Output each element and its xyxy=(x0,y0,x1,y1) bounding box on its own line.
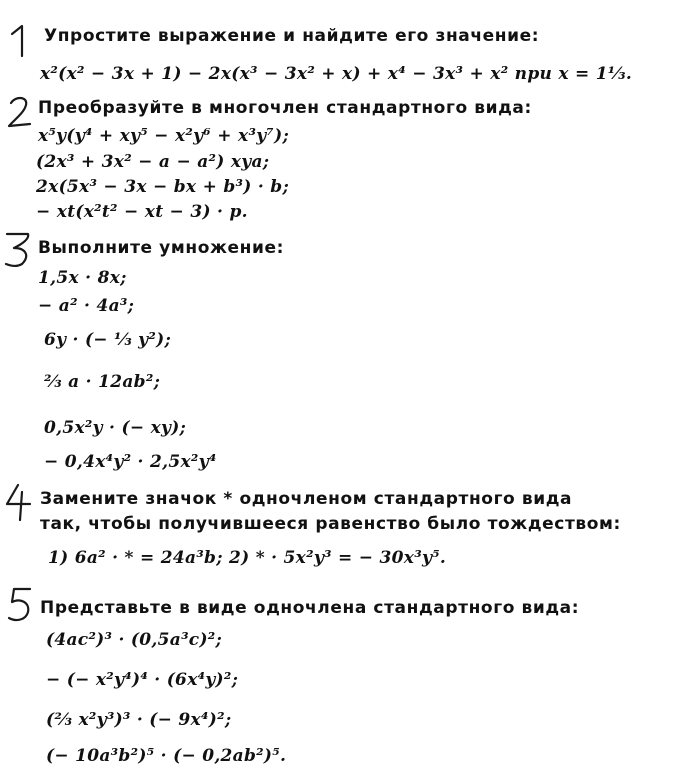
task-5-heading: Представьте в виде одночлена стандартного вида: xyxy=(40,598,580,618)
task-3-number xyxy=(4,230,38,270)
task-5-line-3: (⅔ x²y³)³ · (− 9x⁴)²; xyxy=(46,710,232,730)
task-3-line-3: 6y · (− ⅓ y²); xyxy=(44,330,172,350)
handwritten-3-icon xyxy=(4,230,38,270)
task-5-line-4: (− 10a³b²)⁵ · (− 0,2ab²)⁵. xyxy=(46,746,287,766)
task-3-line-6: − 0,4x⁴y² · 2,5x²y⁴ xyxy=(44,452,217,472)
task-2-line-4: − xt(x²t² − xt − 3) · p. xyxy=(36,202,248,222)
task-5-line-1: (4ac²)³ · (0,5a³c)²; xyxy=(46,630,223,650)
task-3-line-2: − a² · 4a³; xyxy=(38,296,135,316)
task-4-equations: 1) 6a² · * = 24a³b; 2) * · 5x²y³ = − 30x³y⁵. xyxy=(48,548,447,568)
task-3-heading: Выполните умножение: xyxy=(38,238,284,258)
handwritten-1-icon xyxy=(8,22,42,62)
task-4-heading-line-2: так, чтобы получившееся равенство было тождеством: xyxy=(40,514,621,534)
handwritten-2-icon xyxy=(6,94,40,134)
task-4-heading-line-1: Замените значок * одночленом стандартного вида xyxy=(40,489,573,509)
task-3-line-5: 0,5x²y · (− xy); xyxy=(44,418,187,438)
task-1-number xyxy=(8,22,42,62)
task-5-line-2: − (− x²y⁴)⁴ · (6x⁴y)²; xyxy=(46,670,239,690)
task-2-line-2: (2x³ + 3x² − a − a²) xya; xyxy=(36,152,270,172)
task-1-heading: Упростите выражение и найдите его значение: xyxy=(44,26,540,46)
handwritten-5-icon xyxy=(6,586,40,626)
task-5-number xyxy=(6,586,40,626)
task-2-line-3: 2x(5x³ − 3x − bx + b³) · b; xyxy=(36,177,290,197)
task-2-heading: Преобразуйте в многочлен стандартного вида: xyxy=(38,98,532,118)
task-2-number xyxy=(6,94,40,134)
task-4-number xyxy=(4,482,38,522)
handwritten-4-icon xyxy=(4,482,38,522)
task-3-line-1: 1,5x · 8x; xyxy=(38,268,127,288)
task-1-expression: x²(x² − 3x + 1) − 2x(x³ − 3x² + x) + x⁴ − 3x³ + x² при x = 1⅓. xyxy=(40,64,633,84)
task-2-line-1: x⁵y(y⁴ + xy⁵ − x²y⁶ + x³y⁷); xyxy=(38,126,290,146)
task-3-line-4: ⅔ a · 12ab²; xyxy=(44,372,161,392)
